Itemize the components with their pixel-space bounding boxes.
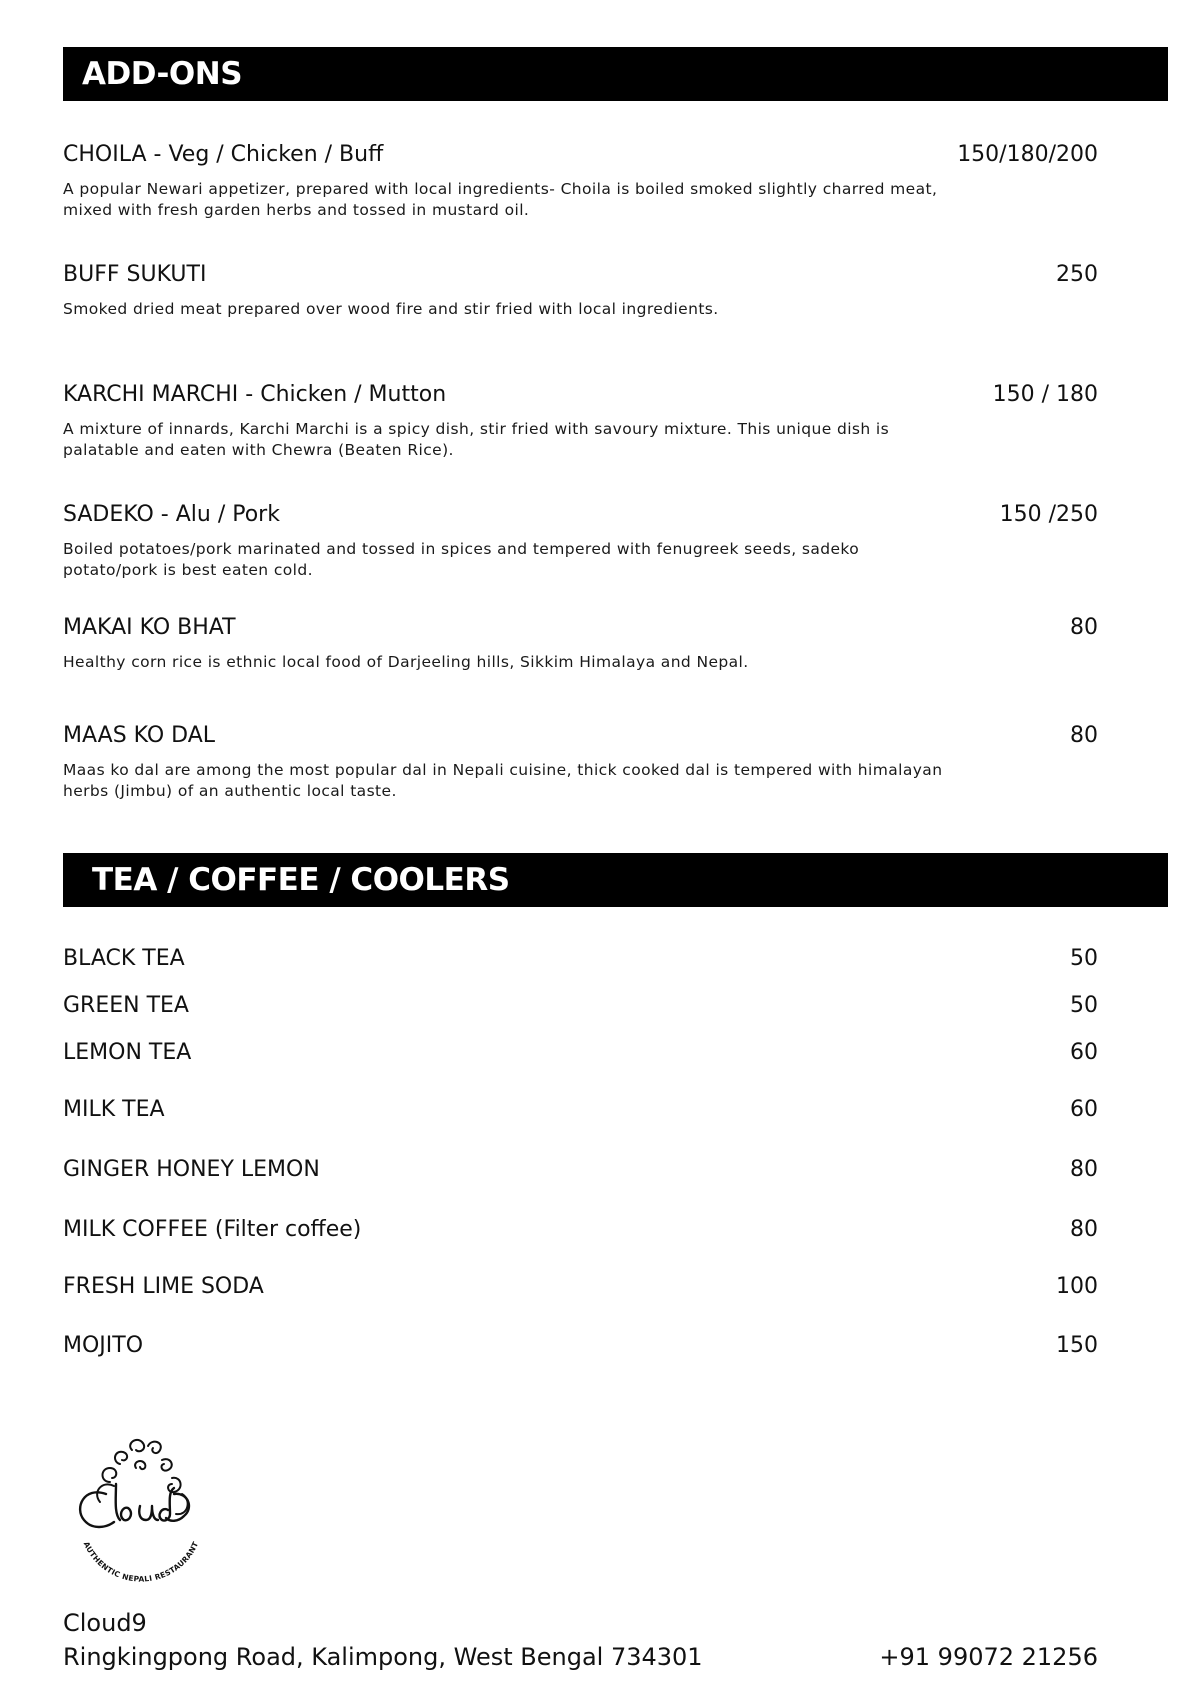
item-name: MILK COFFEE (Filter coffee) [63, 1217, 362, 1242]
menu-item-choila [63, 141, 1098, 221]
menu-item-ginger-honey-lemon [63, 1156, 1098, 1184]
menu-item-milk-coffee [63, 1216, 1098, 1244]
item-price: 80 [1070, 723, 1098, 748]
menu-item-makai-ko-bhat [63, 614, 1098, 673]
menu-item-maas-ko-dal [63, 722, 1098, 802]
menu-item-mojito [63, 1332, 1098, 1360]
item-name: MAAS KO DAL [63, 723, 216, 748]
item-name: LEMON TEA [63, 1040, 192, 1065]
menu-item-milk-tea [63, 1096, 1098, 1124]
item-name: FRESH LIME SODA [63, 1274, 264, 1299]
cloud-logo-icon [70, 1432, 210, 1592]
svg-text:AUTHENTIC NEPALI RESTAURANT [82, 1540, 201, 1584]
item-price: 250 [1056, 262, 1098, 287]
logo-ring-text: AUTHENTIC NEPALI RESTAURANT [81, 1540, 201, 1584]
menu-item-black-tea [63, 945, 1098, 973]
footer-phone: +91 99072 21256 [879, 1643, 1098, 1671]
item-price: 80 [1070, 615, 1098, 640]
menu-item-lemon-tea [63, 1039, 1098, 1067]
item-name: BUFF SUKUTI [63, 262, 207, 287]
item-price: 150 /250 [999, 502, 1098, 527]
item-name: MOJITO [63, 1333, 144, 1358]
item-name: GREEN TEA [63, 993, 189, 1018]
section-header-tea-coffee-coolers: TEA / COFFEE / COOLERS [63, 853, 1168, 907]
item-name: KARCHI MARCHI - Chicken / Mutton [63, 382, 447, 407]
item-description: Maas ko dal are among the most popular dal in Nepali cuisine, thick cooked dal is tempered with himalayan herbs (Jimbu) of an authentic local taste. [63, 761, 943, 800]
item-name: GINGER HONEY LEMON [63, 1157, 320, 1182]
item-price: 80 [1070, 1157, 1098, 1182]
item-description: A mixture of innards, Karchi Marchi is a spicy dish, stir fried with savoury mixture. This unique dish is palatable and eaten with Chewra (Beaten Rice). [63, 420, 890, 459]
item-name: MAKAI KO BHAT [63, 615, 236, 640]
item-name: MILK TEA [63, 1097, 165, 1122]
item-price: 150/180/200 [957, 142, 1098, 167]
menu-item-buff-sukuti [63, 261, 1098, 320]
item-price: 80 [1070, 1217, 1098, 1242]
menu-item-sadeko [63, 501, 1098, 581]
section-header-addons: ADD-ONS [63, 47, 1168, 101]
item-price: 150 [1056, 1333, 1098, 1358]
footer-address: Ringkingpong Road, Kalimpong, West Bengal 734301 [63, 1643, 703, 1671]
item-price: 50 [1070, 993, 1098, 1018]
item-price: 60 [1070, 1097, 1098, 1122]
menu-item-fresh-lime-soda [63, 1273, 1098, 1301]
item-description: Boiled potatoes/pork marinated and tossed in spices and tempered with fenugreek seeds, sadeko potato/pork is best eaten cold. [63, 540, 860, 579]
item-name: CHOILA - Veg / Chicken / Buff [63, 142, 384, 167]
item-description: Smoked dried meat prepared over wood fire and stir fried with local ingredients. [63, 300, 719, 318]
item-price: 150 / 180 [992, 382, 1098, 407]
item-price: 60 [1070, 1040, 1098, 1065]
menu-item-green-tea [63, 992, 1098, 1020]
item-price: 100 [1056, 1274, 1098, 1299]
footer-restaurant-name: Cloud9 [63, 1609, 147, 1637]
menu-item-karchi-marchi [63, 381, 1098, 461]
item-description: A popular Newari appetizer, prepared with local ingredients- Choila is boiled smoked slightly charred meat, mixed with fresh garden herbs and tossed in mustard oil. [63, 180, 938, 219]
item-description: Healthy corn rice is ethnic local food of Darjeeling hills, Sikkim Himalaya and Nepal. [63, 653, 749, 671]
item-price: 50 [1070, 946, 1098, 971]
item-name: BLACK TEA [63, 946, 185, 971]
item-name: SADEKO - Alu / Pork [63, 502, 280, 527]
